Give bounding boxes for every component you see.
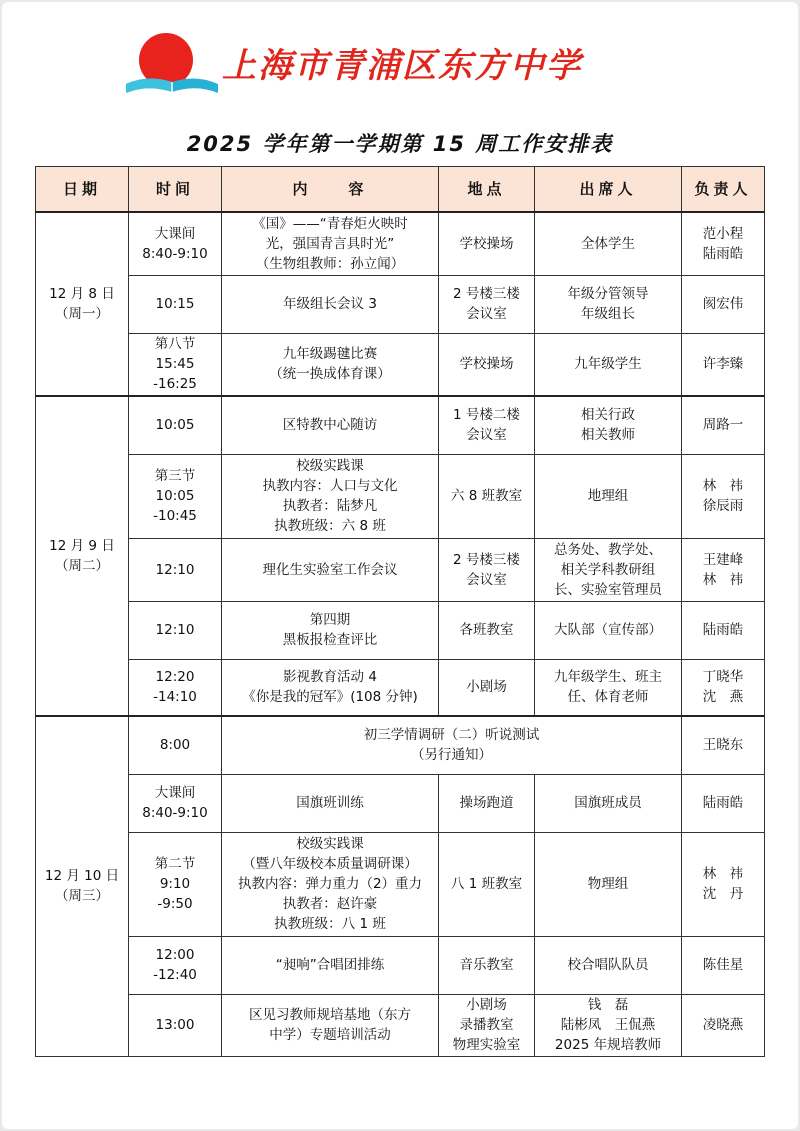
attendees-cell-line: 校合唱队队员 — [567, 957, 649, 973]
content-cell — [222, 832, 439, 936]
content-cell-line: 执教班级：八 1 班 — [274, 916, 386, 932]
table-row — [36, 601, 765, 659]
responsible-cell-line: 沈 丹 — [702, 886, 744, 902]
content-cell-line: 理化生实验室工作会议 — [262, 561, 398, 578]
responsible-cell-line: 林 祎 — [702, 478, 744, 494]
responsible-cell-line: 沈 燕 — [702, 689, 744, 706]
table-row — [36, 396, 765, 454]
content-cell-line: 九年级踢毽比赛 — [282, 346, 378, 363]
attendees-cell — [535, 333, 682, 396]
location-header: 地点 — [439, 167, 535, 213]
attendees-cell-line: 九年级学生、班主 — [554, 669, 662, 686]
location-cell-line: 会议室 — [466, 306, 507, 322]
content-cell-line: 《国》——“青春炬火映时 — [252, 215, 408, 232]
responsible-cell — [682, 994, 765, 1056]
content-cell-line: “昶响”合唱团排练 — [275, 957, 385, 973]
attendees-cell — [535, 601, 682, 659]
responsible-cell-line: 周路一 — [702, 417, 744, 434]
attendees-cell-line: 相关教师 — [581, 427, 635, 444]
responsible-cell-line: 阂宏伟 — [702, 296, 744, 312]
location-cell — [439, 659, 535, 716]
time-cell-line: 8:40-9:10 — [142, 805, 208, 821]
table-row — [36, 716, 765, 774]
location-cell — [439, 396, 535, 454]
responsible-cell-line: 徐辰雨 — [702, 498, 744, 514]
location-cell — [439, 936, 535, 994]
date-cell-line: 12 月 8 日 — [49, 286, 115, 302]
attendees-cell — [535, 936, 682, 994]
responsible-cell — [682, 716, 765, 774]
time-cell — [129, 212, 222, 275]
attendees-cell — [535, 454, 682, 538]
time-cell — [129, 774, 222, 832]
responsible-cell — [682, 212, 765, 275]
content-cell-line: 执教内容：人口与文化 — [262, 478, 398, 494]
date-cell — [36, 212, 129, 396]
content-cell-line: 年级组长会议 3 — [283, 296, 377, 312]
attendees-cell-line: 陆彬凤 王侃燕 — [560, 1017, 656, 1033]
time-cell-line: 10:05 — [155, 488, 195, 504]
content-cell-line: 校级实践课 — [296, 458, 364, 474]
responsible-cell-line: 王晓东 — [702, 737, 744, 754]
content-cell-line: 第四期 — [309, 612, 351, 628]
responsible-cell-line: 许李臻 — [702, 356, 744, 373]
attendees-cell-line: 钱 磊 — [587, 997, 629, 1013]
attendees-cell — [535, 659, 682, 716]
attendees-cell-line: 全体学生 — [581, 235, 635, 252]
time-cell-line: 8:40-9:10 — [142, 245, 208, 262]
content-cell — [222, 538, 439, 601]
attendees-cell-line: 任、体育老师 — [567, 689, 649, 706]
responsible-header: 负责人 — [682, 167, 765, 213]
location-cell-line: 会议室 — [466, 427, 507, 444]
time-cell — [129, 333, 222, 396]
responsible-cell — [682, 333, 765, 396]
time-cell-line: -9:50 — [157, 896, 193, 912]
responsible-cell — [682, 832, 765, 936]
content-cell-line: 黑板报检查评比 — [282, 632, 378, 648]
time-cell-line: 大课间 — [154, 785, 196, 801]
attendees-cell-line: 总务处、教学处、 — [554, 541, 662, 558]
document-page — [2, 2, 798, 1129]
time-cell-line: 第三节 — [154, 468, 196, 484]
merged-content-cell-line: 初三学情调研（二）听说测试 — [363, 727, 540, 744]
content-cell-line: 执教者：赵许豪 — [282, 896, 378, 912]
location-cell — [439, 994, 535, 1056]
time-cell — [129, 994, 222, 1056]
location-cell-line: 学校操场 — [459, 356, 514, 373]
location-cell-line: 八 1 班教室 — [450, 876, 523, 892]
date-cell — [36, 716, 129, 1056]
time-cell-line: 12:10 — [155, 622, 195, 638]
time-cell-line: 13:00 — [155, 1017, 195, 1033]
time-cell-line: 第二节 — [154, 856, 196, 872]
content-cell — [222, 212, 439, 275]
location-cell-line: 操场跑道 — [459, 795, 514, 811]
location-cell — [439, 333, 535, 396]
attendees-cell — [535, 396, 682, 454]
attendees-cell — [535, 832, 682, 936]
content-cell-line: 执教者：陆梦凡 — [282, 498, 378, 514]
responsible-cell-line: 陆雨皓 — [702, 795, 744, 811]
content-cell-line: 光，强国青言具时光” — [265, 235, 395, 252]
attendees-cell-line: 九年级学生 — [574, 356, 642, 373]
content-header: 内 容 — [222, 167, 439, 213]
time-cell-line: 10:05 — [155, 417, 195, 434]
content-cell-line: 区特教中心随访 — [282, 417, 378, 434]
location-cell-line: 2 号楼三楼 — [453, 551, 520, 568]
time-cell — [129, 716, 222, 774]
time-cell-line: 10:15 — [155, 296, 195, 312]
attendees-cell-line: 年级组长 — [581, 306, 635, 322]
time-cell-line: -10:45 — [153, 508, 197, 524]
content-cell-line: 影视教育活动 4 — [283, 669, 377, 686]
date-cell-line: （周二） — [55, 558, 109, 574]
attendees-cell-line: 相关行政 — [581, 407, 635, 424]
content-cell-line: 《你是我的冠军》(108 分钟) — [242, 689, 418, 706]
table-row — [36, 538, 765, 601]
content-cell — [222, 396, 439, 454]
attendees-cell — [535, 275, 682, 333]
responsible-cell — [682, 538, 765, 601]
attendees-cell — [535, 994, 682, 1056]
responsible-cell — [682, 454, 765, 538]
attendees-cell — [535, 538, 682, 601]
location-cell-line: 会议室 — [466, 571, 507, 588]
responsible-cell — [682, 601, 765, 659]
table-row — [36, 659, 765, 716]
responsible-cell-line: 王建峰 — [702, 551, 744, 568]
time-cell-line: -14:10 — [153, 689, 197, 706]
responsible-cell-line: 林 祎 — [702, 866, 744, 882]
content-cell — [222, 936, 439, 994]
merged-content-cell — [222, 716, 682, 774]
time-cell-line: 8:00 — [159, 737, 191, 754]
responsible-cell-line: 凌晓燕 — [702, 1017, 744, 1033]
school-name: 上海市青浦区东方中学 — [222, 46, 582, 86]
responsible-cell-line: 丁晓华 — [702, 669, 744, 686]
attendees-header: 出席人 — [535, 167, 682, 213]
time-cell — [129, 275, 222, 333]
location-cell — [439, 832, 535, 936]
time-cell-line: 9:10 — [159, 876, 191, 892]
content-cell — [222, 275, 439, 333]
time-cell-line: 15:45 — [155, 356, 195, 373]
table-row — [36, 936, 765, 994]
attendees-cell — [535, 212, 682, 275]
date-cell — [36, 396, 129, 716]
merged-content-cell-line: （另行通知） — [411, 747, 492, 764]
time-cell — [129, 936, 222, 994]
date-cell-line: （周一） — [55, 306, 109, 322]
location-cell-line: 小剧场 — [466, 997, 507, 1013]
responsible-cell — [682, 275, 765, 333]
responsible-cell — [682, 936, 765, 994]
content-cell-line: 校级实践课 — [296, 836, 364, 852]
table-row — [36, 212, 765, 275]
location-cell-line: 2 号楼三楼 — [453, 286, 520, 302]
table-row — [36, 333, 765, 396]
location-cell — [439, 774, 535, 832]
location-cell — [439, 275, 535, 333]
attendees-cell-line: 长、实验室管理员 — [554, 581, 662, 598]
attendees-cell-line: 物理组 — [587, 876, 629, 892]
location-cell — [439, 538, 535, 601]
time-cell — [129, 396, 222, 454]
location-cell — [439, 212, 535, 275]
date-cell-line: 12 月 10 日 — [44, 868, 120, 885]
time-cell — [129, 538, 222, 601]
document-title: 2025 学年第一学期第 15 周工作安排表 — [186, 132, 614, 156]
responsible-cell — [682, 659, 765, 716]
table-row — [36, 994, 765, 1056]
location-cell-line: 物理实验室 — [452, 1037, 521, 1053]
content-cell — [222, 333, 439, 396]
content-cell-line: （统一换成体育课） — [269, 366, 391, 383]
location-cell — [439, 454, 535, 538]
time-cell — [129, 832, 222, 936]
location-cell-line: 六 8 班教室 — [450, 488, 523, 504]
location-cell — [439, 601, 535, 659]
schedule-table — [35, 166, 765, 1057]
table-header-row — [36, 167, 765, 213]
date-header: 日期 — [36, 167, 129, 213]
location-cell-line: 各班教室 — [459, 622, 514, 638]
attendees-cell-line: 相关学科教研组 — [560, 561, 656, 578]
time-cell-line: -12:40 — [153, 967, 197, 983]
table-row — [36, 774, 765, 832]
location-cell-line: 录播教室 — [459, 1017, 514, 1033]
location-cell-line: 学校操场 — [459, 235, 514, 252]
content-cell-line: （暨八年级校本质量调研课） — [242, 856, 418, 872]
content-cell-line: 执教班级：六 8 班 — [274, 518, 386, 534]
time-cell-line: 大课间 — [154, 225, 196, 242]
time-cell-line: 12:00 — [155, 947, 195, 963]
responsible-cell-line: 范小程 — [702, 225, 744, 242]
attendees-cell-line: 大队部（宣传部） — [554, 622, 662, 638]
time-cell — [129, 659, 222, 716]
content-cell — [222, 601, 439, 659]
table-row — [36, 832, 765, 936]
responsible-cell-line: 陈佳星 — [702, 957, 744, 973]
attendees-cell-line: 年级分管领导 — [567, 286, 649, 302]
attendees-cell-line: 国旗班成员 — [574, 795, 642, 811]
responsible-cell-line: 陆雨皓 — [702, 245, 744, 262]
time-cell-line: 12:20 — [155, 669, 195, 686]
time-cell — [129, 601, 222, 659]
content-cell-line: 执教内容：弹力重力（2）重力 — [237, 876, 423, 892]
content-cell-line: 中学）专题培训活动 — [269, 1027, 391, 1043]
location-cell-line: 1 号楼二楼 — [453, 407, 520, 424]
responsible-cell-line: 林 祎 — [702, 571, 744, 588]
content-cell — [222, 774, 439, 832]
date-cell-line: （周三） — [55, 888, 109, 905]
date-cell-line: 12 月 9 日 — [49, 538, 115, 554]
responsible-cell — [682, 396, 765, 454]
time-header: 时间 — [129, 167, 222, 213]
table-row — [36, 275, 765, 333]
location-cell-line: 小剧场 — [466, 679, 507, 696]
time-cell — [129, 454, 222, 538]
table-row — [36, 454, 765, 538]
content-cell-line: （生物组教师：孙立闻） — [255, 255, 405, 272]
time-cell-line: 12:10 — [155, 561, 195, 578]
time-cell-line: 第八节 — [154, 336, 196, 353]
content-cell-line: 区见习教师规培基地（东方 — [249, 1007, 411, 1023]
content-cell — [222, 659, 439, 716]
location-cell-line: 音乐教室 — [459, 957, 514, 973]
responsible-cell-line: 陆雨皓 — [702, 622, 744, 638]
attendees-cell-line: 地理组 — [587, 488, 629, 504]
responsible-cell — [682, 774, 765, 832]
time-cell-line: -16:25 — [153, 376, 197, 393]
content-cell — [222, 454, 439, 538]
attendees-cell-line: 2025 年规培教师 — [554, 1037, 662, 1053]
content-cell-line: 国旗班训练 — [296, 795, 364, 811]
attendees-cell — [535, 774, 682, 832]
school-logo-icon — [122, 22, 222, 102]
content-cell — [222, 994, 439, 1056]
